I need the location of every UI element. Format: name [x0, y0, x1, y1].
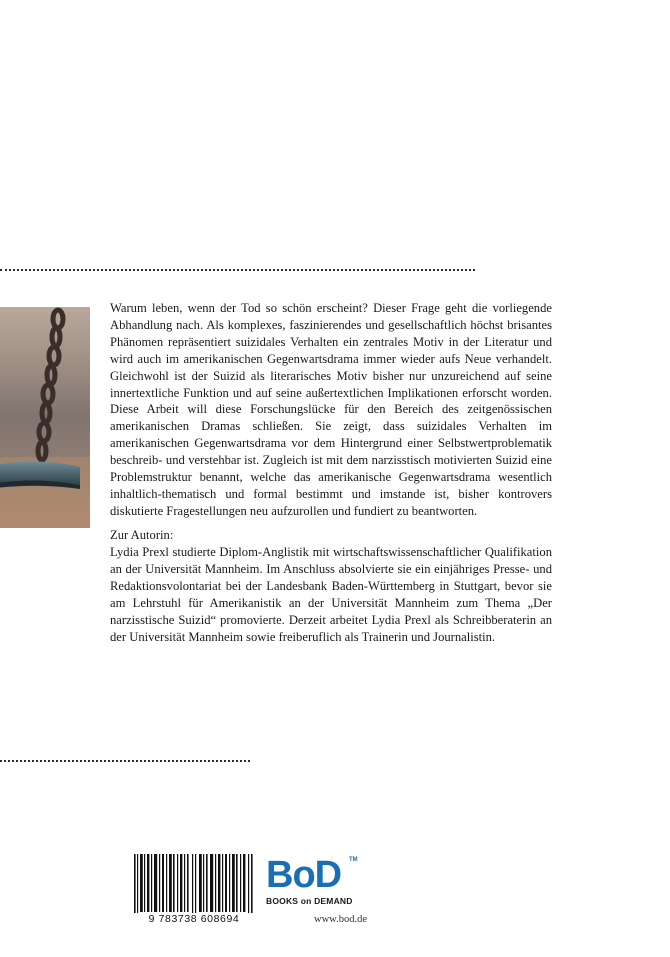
bod-logo: BoD: [266, 854, 342, 896]
bod-subtitle: BOOKS on DEMAND: [266, 896, 353, 906]
swing-photo: [0, 307, 90, 528]
bod-trademark: TM: [349, 857, 358, 863]
author-bio: Lydia Prexl studierte Diplom-Anglistik mit wirtschaftswissenschaftlicher Qualifikation an der Universität Mannheim. Im Anschluss absolvierte sie ein einjähriges Presse- und Redaktionsvolontariat bei der Landesbank Baden-Württemberg in Stuttgart, bevor sie am Lehrstuhl für Amerikanistik an der Universität Mannheim zum Thema „Der narzisstische Suizid“ promovierte. Derzeit arbeitet Lydia Prexl als Schreibberaterin an der Universität Mannheim sowie freiberuflich als Trainerin und Journalistin.: [110, 545, 552, 644]
swing-chain-icon: [0, 307, 90, 528]
barcode-number: 9 783738 608694: [126, 913, 262, 926]
back-cover-blurb: Warum leben, wenn der Tod so schön erscheint? Dieser Frage geht die vorliegende Abhandlung nach. Als komplexes, faszinierendes und gesellschaftlich höchst brisantes Phänomen repräsentiert suizidales Verhalten ein zentrales Motiv in der Literatur und wird auch im amerikanischen Gegenwartsdrama immer wieder aufs Neue verhandelt. Gleichwohl ist der Suizid als literarisches Motiv bisher nur unzureichend auf seine innertextliche Funktion und auf seine außertextlichen Implikationen erforscht worden. Diese Arbeit will diese Forschungslücke für den Bereich des zeitgenössischen amerikanischen Dramas schließen. Sie zeigt, dass suizidales Verhalten im amerikanischen Gegenwartsdrama vor dem Hintergrund einer Selbstwertproblematik beschreib- und verstehbar ist. Zugleich ist mit dem narzisstisch motivierten Suizid eine Problemstruktur benannt, welche das amerikanische Gegenwartsdrama wesentlich inhaltlich-thematisch und formal bestimmt und imstande ist, bisher kontrovers diskutierte Fragestellungen neu aufzurollen und fundiert zu beantworten.: [110, 301, 552, 518]
dotted-rule-top: [0, 269, 475, 271]
publisher-url[interactable]: www.bod.de: [314, 914, 367, 925]
dotted-rule-bottom: [0, 760, 250, 762]
author-heading: Zur Autorin:: [110, 528, 174, 542]
